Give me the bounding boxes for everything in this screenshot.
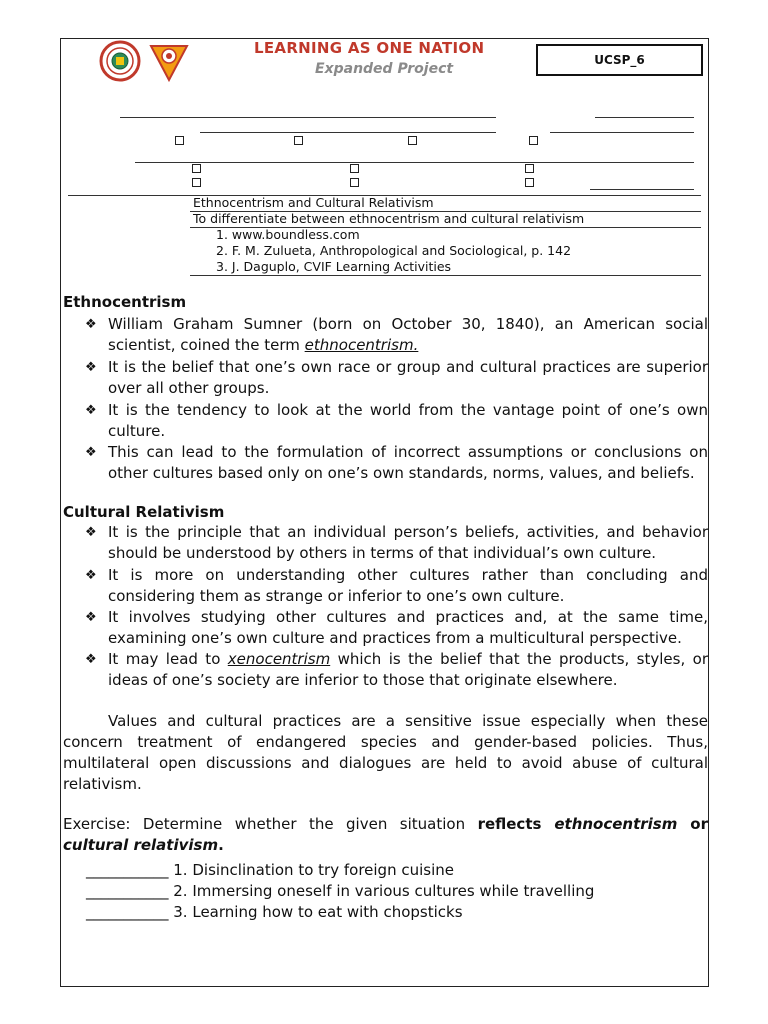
checkbox[interactable] <box>294 136 303 145</box>
reference-item: 1. www.boundless.com <box>216 227 360 242</box>
form-line <box>550 132 694 133</box>
form-line <box>135 162 694 163</box>
reference-item: 3. J. Daguplo, CVIF Learning Activities <box>216 259 452 274</box>
term-xenocentrism: xenocentrism <box>227 650 331 668</box>
values-paragraph: Values and cultural practices are a sensitive issue especially when these concern treatment of endangered species and gender-based policies. Thus, multilateral open discussions and dialogues are held to avoid abuse of cultural relativism. <box>63 712 708 793</box>
school-seal-logo <box>98 40 144 82</box>
bullet-icon: ❖ <box>85 568 97 583</box>
header-title: LEARNING AS ONE NATION <box>254 39 485 57</box>
bullet-icon: ❖ <box>85 525 97 540</box>
bullet-icon: ❖ <box>85 610 97 625</box>
ethnocentrism-bullet-3: ❖ It is the tendency to look at the world from the vantage point of one’s own culture. <box>85 401 708 440</box>
relativism-bullet-2: ❖ It is more on understanding other cultures rather than concluding and considering them as strange or inferior to one’s own culture. <box>85 566 708 605</box>
lesson-objective: To differentiate between ethnocentrism and cultural relativism <box>193 211 585 226</box>
reference-item: 2. F. M. Zulueta, Anthropological and Sociological, p. 142 <box>216 243 572 258</box>
relativism-bullet-4: ❖ It may lead to xenocentrism which is the belief that the products, styles, or ideas of one’s society are inferior to those that originate elsewhere. <box>85 650 708 689</box>
form-line <box>120 117 496 118</box>
checkbox[interactable] <box>175 136 184 145</box>
bullet-icon: ❖ <box>85 652 97 667</box>
bullet-icon: ❖ <box>85 403 97 418</box>
ethnocentrism-heading: Ethnocentrism <box>63 293 187 311</box>
ethnocentrism-bullet-1: ❖ William Graham Sumner (born on October 30, 1840), an American social scientist, coined the term ethnocentrism. <box>85 315 708 354</box>
form-line <box>595 117 694 118</box>
deped-logo <box>147 40 191 82</box>
header-subtitle: Expanded Project <box>315 61 454 77</box>
ethnocentrism-bullet-2: ❖ It is the belief that one’s own race or group and cultural practices are superior over all other groups. <box>85 358 708 397</box>
exercise-item-3[interactable]: ___________ 3. Learning how to eat with chopsticks <box>86 903 463 921</box>
ethnocentrism-bullet-4: ❖ This can lead to the formulation of incorrect assumptions or conclusions on other cultures based only on one’s own standards, norms, values, and beliefs. <box>85 443 708 482</box>
form-line <box>590 189 694 190</box>
exercise-instructions: Exercise: Determine whether the given situation reflects ethnocentrism or cultural relativism. <box>63 815 708 854</box>
checkbox[interactable] <box>350 178 359 187</box>
bullet-icon: ❖ <box>85 445 97 460</box>
exercise-item-2[interactable]: ___________ 2. Immersing oneself in various cultures while travelling <box>86 882 595 900</box>
bullet-icon: ❖ <box>85 360 97 375</box>
checkbox[interactable] <box>350 164 359 173</box>
exercise-item-1[interactable]: ___________ 1. Disinclination to try foreign cuisine <box>86 861 454 879</box>
form-line <box>200 132 496 133</box>
lesson-topic: Ethnocentrism and Cultural Relativism <box>193 195 434 210</box>
bullet-icon: ❖ <box>85 317 97 332</box>
checkbox[interactable] <box>408 136 417 145</box>
checkbox[interactable] <box>529 136 538 145</box>
activity-code: UCSP_6 <box>536 44 703 76</box>
term-ethnocentrism: ethnocentrism. <box>304 336 419 354</box>
checkbox[interactable] <box>525 164 534 173</box>
relativism-bullet-1: ❖ It is the principle that an individual person’s beliefs, activities, and behavior should be understood by others in terms of that individual’s own culture. <box>85 523 708 562</box>
checkbox[interactable] <box>525 178 534 187</box>
relativism-heading: Cultural Relativism <box>63 503 225 521</box>
form-line <box>190 275 701 276</box>
checkbox[interactable] <box>192 164 201 173</box>
checkbox[interactable] <box>192 178 201 187</box>
relativism-bullet-3: ❖ It involves studying other cultures and practices and, at the same time, examining one’s own culture and practices from a multicultural perspective. <box>85 608 708 647</box>
